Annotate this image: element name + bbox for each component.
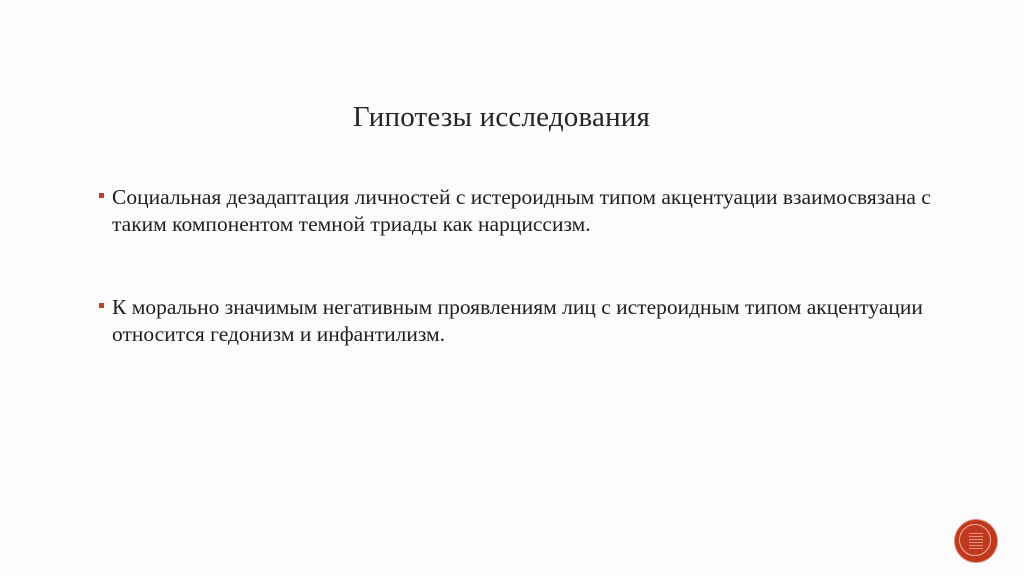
square-bullet-icon	[99, 193, 104, 198]
circular-logo-icon	[955, 520, 997, 562]
slide-title: Гипотезы исследования	[352, 101, 651, 133]
bullet-text: К морально значимым негативным проявлениям лиц с истероидным типом акцентуации относится гедонизм и инфантилизм.	[112, 295, 923, 346]
bullet-item	[99, 294, 939, 348]
logo-text-lines	[969, 533, 983, 549]
bullet-item	[99, 184, 939, 238]
bullet-list	[99, 184, 939, 348]
bullet-text: Социальная дезадаптация личностей с истероидным типом акцентуации взаимосвязана с таким компонентом темной триады как нарциссизм.	[112, 185, 931, 236]
square-bullet-icon	[99, 303, 104, 308]
